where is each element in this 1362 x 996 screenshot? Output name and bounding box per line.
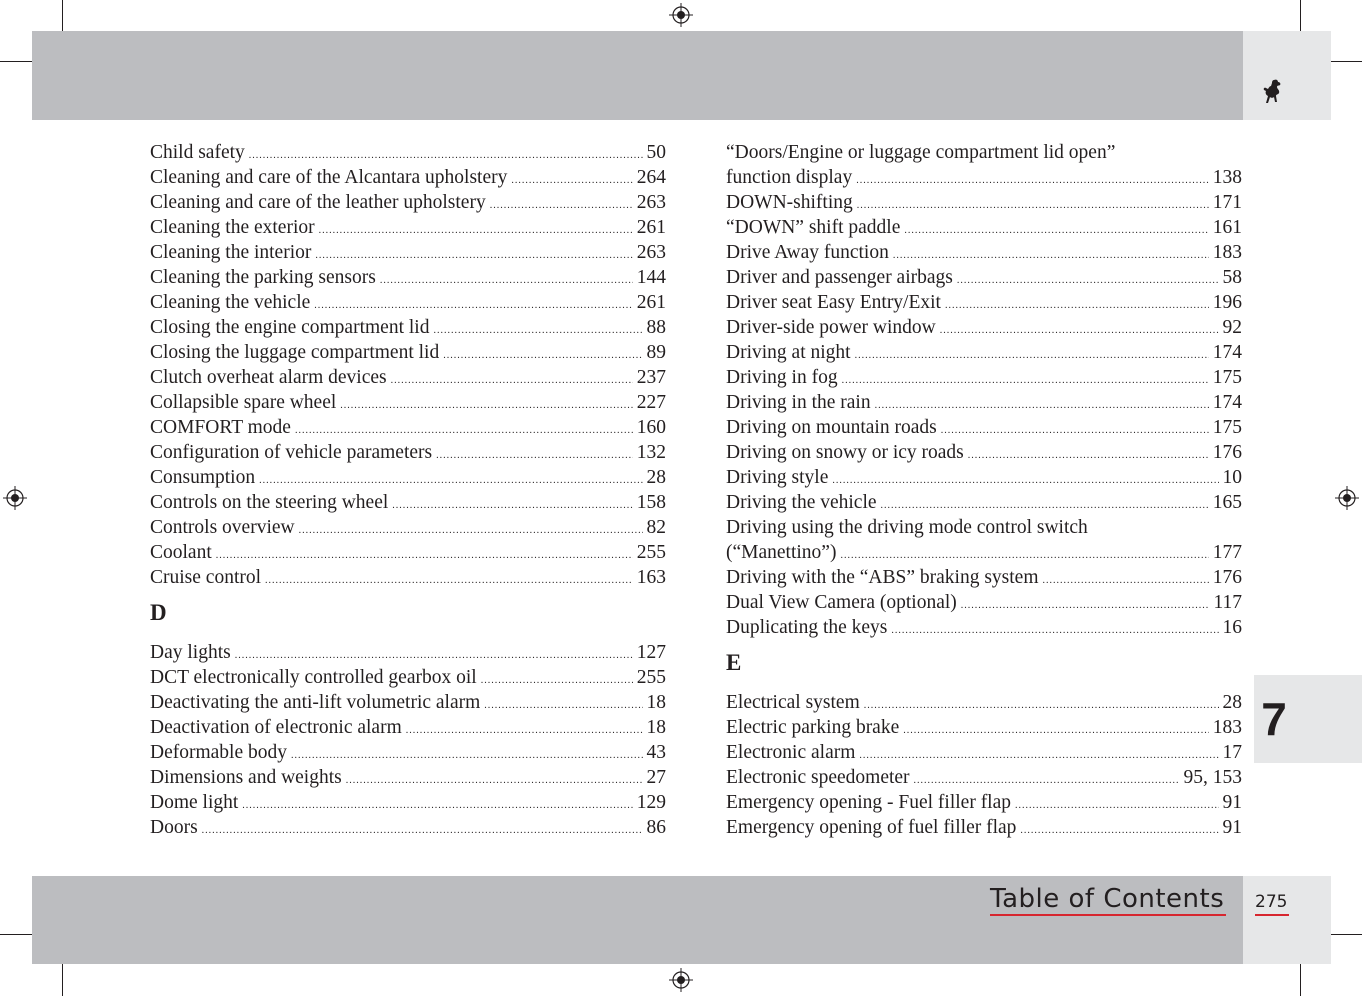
dot-leader [319,218,633,243]
entry-page: 261 [636,292,666,313]
entry-page: 263 [636,242,666,263]
entry-page: 91 [1222,817,1242,838]
index-entry[interactable] [726,190,1242,215]
entry-page: 158 [636,492,666,513]
entry-text: Driving on mountain roads [726,417,937,438]
entry-page: 89 [646,342,666,363]
registration-mark-icon [669,3,693,27]
entry-text: Deformable body [150,742,287,763]
index-entry[interactable] [726,415,1242,440]
crop-mark [1300,0,1301,32]
entry-page: 132 [636,442,666,463]
index-entry[interactable] [150,290,666,315]
index-entry[interactable] [150,240,666,265]
entry-text: Cleaning and care of the leather upholstery [150,192,486,213]
registration-mark-icon [669,968,693,992]
crop-mark [62,0,63,32]
entry-text: Cleaning and care of the Alcantara upholstery [150,167,508,188]
entry-page: 92 [1222,317,1242,338]
crop-mark [0,934,32,935]
entry-page: 58 [1222,267,1242,288]
entry-text: Emergency opening of fuel filler flap [726,817,1017,838]
page-number-underline [1255,914,1289,916]
entry-page: 88 [646,317,666,338]
index-entry[interactable] [726,340,1242,365]
index-entry[interactable] [150,665,666,690]
index-entry[interactable] [726,590,1242,615]
index-entry[interactable] [150,165,666,190]
dot-leader [968,443,1209,468]
dot-leader [265,568,633,593]
index-entry[interactable] [150,390,666,415]
entry-page: 183 [1212,717,1242,738]
entry-text: Dome light [150,792,239,813]
entry-page: 127 [636,642,666,663]
index-entry[interactable] [726,390,1242,415]
entry-text: Duplicating the keys [726,617,888,638]
entry-page: 261 [636,217,666,238]
entry-page: 161 [1212,217,1242,238]
index-entry[interactable] [150,565,666,590]
dot-leader [202,818,643,843]
index-entry-lead: Driving using the driving mode control switch [726,517,1088,538]
index-entry[interactable] [726,740,1242,765]
entry-text: Driving style [726,467,829,488]
index-entry[interactable] [150,765,666,790]
entry-page: 227 [636,392,666,413]
entry-text: Drive Away function [726,242,889,263]
entry-text: Cleaning the parking sensors [150,267,376,288]
section-title-underline [990,914,1226,916]
index-entry[interactable] [150,515,666,540]
entry-text: (“Manettino”) [726,542,837,563]
dot-leader [832,468,1218,493]
dot-leader [340,393,632,418]
entry-text: Day lights [150,642,231,663]
index-entry[interactable] [150,340,666,365]
entry-page: 177 [1212,542,1242,563]
entry-text: Deactivating the anti-lift volumetric alarm [150,692,481,713]
entry-page: 255 [636,542,666,563]
section-letter-d: D [150,600,167,625]
dot-leader [903,718,1209,743]
index-entry[interactable] [726,240,1242,265]
registration-mark-icon [1335,486,1359,510]
dot-leader [842,368,1209,393]
entry-text: Driving at night [726,342,851,363]
entry-text: Coolant [150,542,212,563]
index-entry[interactable] [150,640,666,665]
index-entry[interactable] [150,265,666,290]
entry-page: 17 [1222,742,1242,763]
index-entry[interactable] [726,290,1242,315]
entry-page: 91 [1222,792,1242,813]
entry-text: Child safety [150,142,245,163]
chapter-number: 7 [1261,693,1287,745]
crop-mark [1300,964,1301,996]
index-entry[interactable] [726,265,1242,290]
entry-page: 176 [1212,442,1242,463]
dot-leader [481,668,633,693]
crop-mark [0,61,32,62]
entry-text: Deactivation of electronic alarm [150,717,402,738]
dot-leader [856,168,1209,193]
entry-page: 175 [1212,367,1242,388]
page-number: 275 [1255,892,1288,912]
entry-text: Driving in fog [726,367,838,388]
entry-text: “DOWN” shift paddle [726,217,901,238]
entry-text: Clutch overheat alarm devices [150,367,387,388]
index-entry[interactable] [726,165,1242,190]
entry-page: 175 [1212,417,1242,438]
entry-page: 10 [1222,467,1242,488]
index-entry[interactable] [150,815,666,840]
entry-text: Electronic alarm [726,742,856,763]
dot-leader [957,268,1219,293]
dot-leader [941,418,1209,443]
entry-text: Controls overview [150,517,295,538]
dot-leader [380,268,633,293]
dot-leader [961,593,1210,618]
entry-text: Consumption [150,467,256,488]
entry-text: Driving with the “ABS” braking system [726,567,1039,588]
dot-leader [859,743,1218,768]
index-entry[interactable] [150,440,666,465]
index-entry[interactable] [150,315,666,340]
dot-leader [855,343,1209,368]
index-entry[interactable] [150,215,666,240]
entry-text: Cleaning the vehicle [150,292,311,313]
entry-page: 196 [1212,292,1242,313]
entry-text: Closing the engine compartment lid [150,317,430,338]
entry-text: Cleaning the exterior [150,217,315,238]
crop-mark [1330,61,1362,62]
dot-leader [391,368,633,393]
index-entry[interactable] [726,490,1242,515]
entry-text: Electrical system [726,692,860,713]
entry-text: Emergency opening - Fuel filler flap [726,792,1012,813]
index-entry[interactable] [726,690,1242,715]
entry-text: COMFORT mode [150,417,291,438]
index-entry[interactable] [150,415,666,440]
entry-text: function display [726,167,853,188]
dot-leader [299,518,643,543]
entry-page: 237 [636,367,666,388]
index-entry[interactable] [150,790,666,815]
entry-text: Electric parking brake [726,717,900,738]
index-entry[interactable] [150,465,666,490]
entry-page: 176 [1212,567,1242,588]
entry-page: 263 [636,192,666,213]
entry-page: 16 [1222,617,1242,638]
index-entry[interactable] [726,790,1242,815]
footer-page-box [1243,876,1331,964]
entry-text: Cleaning the interior [150,242,312,263]
entry-text: Configuration of vehicle parameters [150,442,433,463]
dot-leader [857,193,1209,218]
entry-page: 95, 153 [1183,767,1242,788]
dot-leader [891,618,1218,643]
entry-text: Driver and passenger airbags [726,267,953,288]
section-letter-e: E [726,650,742,675]
entry-text: DCT electronically controlled gearbox oil [150,667,477,688]
index-entry[interactable] [726,440,1242,465]
entry-text: Electronic speedometer [726,767,910,788]
registration-mark-icon [3,486,27,510]
dot-leader [346,768,643,793]
crop-mark [1330,934,1362,935]
entry-text: Driving in the rain [726,392,871,413]
dot-leader [1020,818,1218,843]
entry-page: 174 [1212,342,1242,363]
chapter-tab[interactable] [1254,675,1362,763]
entry-text: Collapsible spare wheel [150,392,337,413]
dot-leader [216,543,633,568]
dot-leader [484,693,642,718]
entry-page: 174 [1212,392,1242,413]
entry-page: 86 [646,817,666,838]
entry-page: 144 [636,267,666,288]
entry-page: 171 [1212,192,1242,213]
section-title: Table of Contents [990,884,1225,914]
entry-text: Dual View Camera (optional) [726,592,957,613]
header-logo-box [1243,31,1331,120]
entry-page: 165 [1212,492,1242,513]
entry-text: Driving on snowy or icy roads [726,442,964,463]
entry-page: 183 [1212,242,1242,263]
entry-page: 43 [646,742,666,763]
index-entry[interactable] [726,465,1242,490]
index-entry[interactable] [726,715,1242,740]
dot-leader [443,343,642,368]
index-entry[interactable] [726,365,1242,390]
entry-page: 264 [636,167,666,188]
entry-page: 28 [646,467,666,488]
index-column-right [726,140,1242,840]
index-entry[interactable] [150,690,666,715]
entry-text: Driver-side power window [726,317,936,338]
dot-leader [242,793,632,818]
index-entry[interactable] [726,565,1242,590]
entry-page: 18 [646,692,666,713]
entry-page: 50 [646,142,666,163]
dot-leader [904,218,1208,243]
entry-page: 117 [1213,592,1242,613]
dot-leader [940,318,1219,343]
entry-text: Dimensions and weights [150,767,342,788]
dot-leader [433,318,642,343]
dot-leader [945,293,1209,318]
index-entry-lead: “Doors/Engine or luggage compartment lid open” [726,142,1116,163]
index-entry[interactable] [150,740,666,765]
dot-leader [392,493,632,518]
dot-leader [406,718,643,743]
index-entry[interactable] [726,765,1242,790]
entry-page: 138 [1212,167,1242,188]
entry-text: Doors [150,817,198,838]
entry-text: DOWN-shifting [726,192,853,213]
entry-page: 27 [646,767,666,788]
entry-text: Closing the luggage compartment lid [150,342,440,363]
index-entry[interactable] [150,715,666,740]
entry-page: 163 [636,567,666,588]
index-entry[interactable] [150,490,666,515]
entry-text: Controls on the steering wheel [150,492,389,513]
header-band [32,31,1243,120]
entry-text: Cruise control [150,567,262,588]
dot-leader [1015,793,1218,818]
index-entry[interactable] [726,315,1242,340]
entry-page: 18 [646,717,666,738]
dot-leader [864,693,1219,718]
crop-mark [62,964,63,996]
dot-leader [1043,568,1209,593]
index-entry[interactable] [150,190,666,215]
index-entry[interactable] [726,815,1242,840]
entry-text: Driving the vehicle [726,492,877,513]
index-entry[interactable] [726,540,1242,565]
entry-page: 129 [636,792,666,813]
dot-leader [291,743,643,768]
dot-leader [490,193,633,218]
entry-page: 255 [636,667,666,688]
dot-leader [436,443,633,468]
index-entry[interactable] [150,140,666,165]
index-entry[interactable] [150,365,666,390]
index-entry[interactable] [150,540,666,565]
index-entry[interactable] [726,215,1242,240]
prancing-horse-icon [1260,78,1286,106]
entry-text: Driver seat Easy Entry/Exit [726,292,941,313]
entry-page: 28 [1222,692,1242,713]
dot-leader [511,168,632,193]
entry-page: 160 [636,417,666,438]
index-column-left [150,140,666,840]
index-entry[interactable] [726,615,1242,640]
entry-page: 82 [646,517,666,538]
